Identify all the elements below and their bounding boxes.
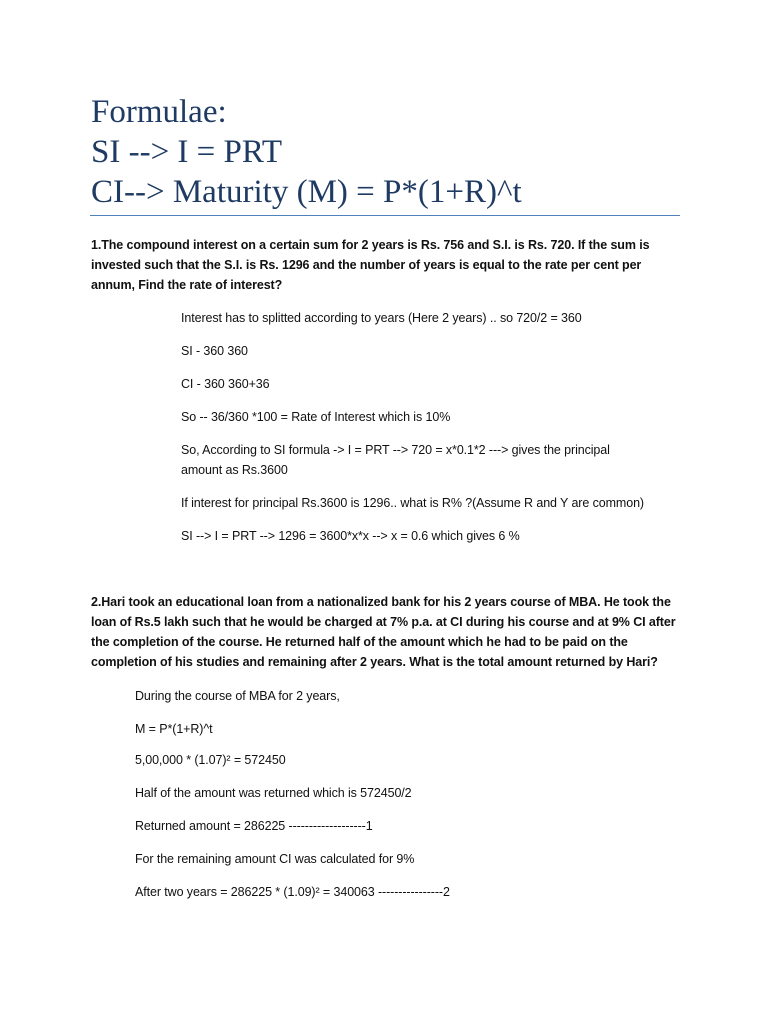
title-divider (90, 215, 680, 216)
question-2-text: 2.Hari took an educational loan from a nationalized bank for his 2 years course of MBA. He took the loan of Rs.5 lakh such that he would be charged at 7% p.a. at CI during his course and at 9% CI after the completion of the course. He returned half of the amount which he had to be paid on the completion of his studies and remaining after 2 years. What is the total amount returned by Hari? (91, 595, 676, 669)
formulae-title (91, 92, 691, 212)
q2-solution-line: For the remaining amount CI was calculated for 9% (135, 852, 415, 866)
si-formula: SI --> I = PRT (91, 134, 283, 170)
q1-solution-line: So, According to SI formula -> I = PRT --> 720 = x*0.1*2 ---> gives the principal amount as Rs.3600 (181, 443, 610, 477)
ci-formula: CI--> Maturity (M) = P*(1+R)^t (91, 174, 522, 210)
q1-solution-line: SI - 360 360 (181, 344, 248, 358)
q1-solution-line: CI - 360 360+36 (181, 377, 270, 391)
q2-solution-line: During the course of MBA for 2 years, (135, 689, 340, 703)
q2-solution-line: M = P*(1+R)^t (135, 722, 213, 736)
q2-solution-line: 5,00,000 * (1.07)² = 572450 (135, 753, 286, 767)
question-1-text: 1.The compound interest on a certain sum for 2 years is Rs. 756 and S.I. is Rs. 720. If the sum is invested such that the S.I. is Rs. 1296 and the number of years is equal to the rate per cent per annum, Find the rate of interest? (91, 238, 650, 292)
q2-solution-line: After two years = 286225 * (1.09)² = 340063 ----------------2 (135, 885, 450, 899)
q1-solution-line: If interest for principal Rs.3600 is 1296.. what is R% ?(Assume R and Y are common) (181, 496, 644, 510)
q2-solution-line: Half of the amount was returned which is 572450/2 (135, 786, 412, 800)
title-heading: Formulae: (91, 94, 227, 130)
q1-solution-line: So -- 36/360 *100 = Rate of Interest which is 10% (181, 410, 451, 424)
q1-solution-line: Interest has to splitted according to years (Here 2 years) .. so 720/2 = 360 (181, 311, 582, 325)
q1-solution-line: SI --> I = PRT --> 1296 = 3600*x*x --> x = 0.6 which gives 6 % (181, 529, 520, 543)
q2-solution-line: Returned amount = 286225 -------------------1 (135, 819, 373, 833)
